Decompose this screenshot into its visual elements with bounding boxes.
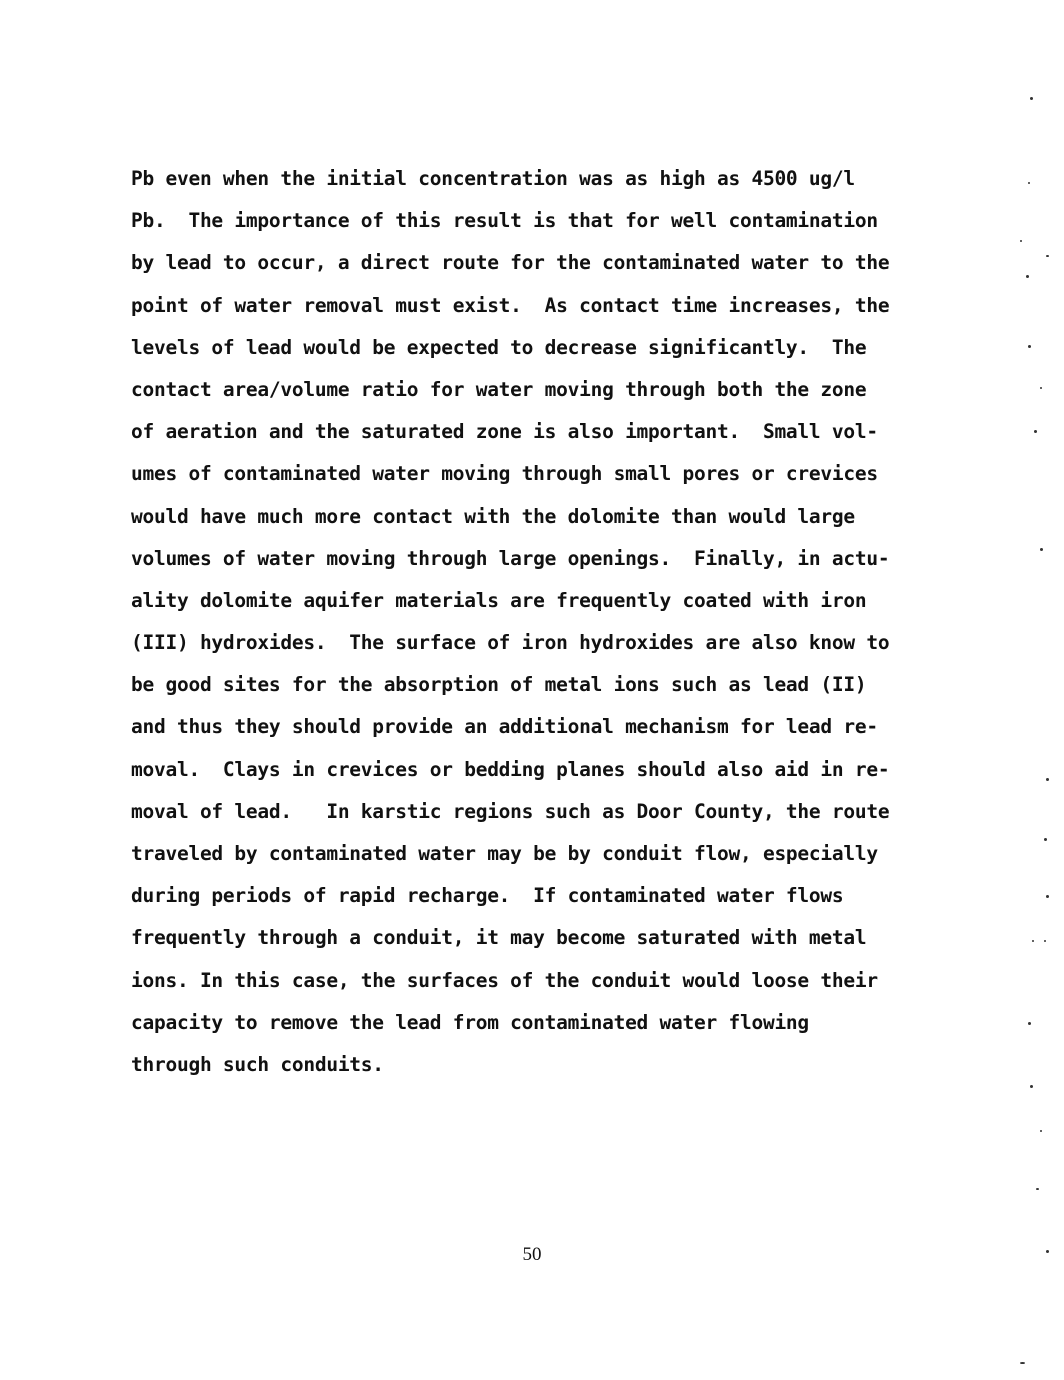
text-line: umes of contaminated water moving through small pores or crevices <box>131 462 878 486</box>
text-line: capacity to remove the lead from contaminated water flowing <box>131 1010 809 1034</box>
text-line: moval of lead. In karstic regions such as Door County, the route <box>131 799 890 823</box>
scan-speck <box>1046 895 1049 898</box>
scan-speck <box>1044 940 1046 942</box>
text-line: by lead to occur, a direct route for the contaminated water to the <box>131 251 890 275</box>
scan-speck <box>1040 548 1043 551</box>
scan-speck <box>1040 387 1042 389</box>
scan-speck <box>1030 1085 1033 1088</box>
scan-speck <box>1028 1022 1031 1025</box>
scan-speck <box>1028 345 1031 348</box>
text-line: of aeration and the saturated zone is also important. Small vol- <box>131 420 878 444</box>
text-line: ality dolomite aquifer materials are frequently coated with iron <box>131 588 867 612</box>
text-line: volumes of water moving through large openings. Finally, in actu- <box>131 546 890 570</box>
body-paragraph <box>131 158 991 1086</box>
scan-speck <box>1020 240 1022 242</box>
text-line: during periods of rapid recharge. If contaminated water flows <box>131 884 844 908</box>
text-line: Pb even when the initial concentration was as high as 4500 ug/l <box>131 167 855 190</box>
scan-speck <box>1046 255 1049 257</box>
scan-speck <box>1036 1188 1039 1190</box>
scan-speck <box>1030 97 1033 100</box>
text-line: ions. In this case, the surfaces of the conduit would loose their <box>131 968 878 992</box>
text-line: be good sites for the absorption of metal ions such as lead (II) <box>131 673 867 697</box>
text-line: levels of lead would be expected to decrease significantly. The <box>131 335 867 359</box>
page-number: 50 <box>522 1244 542 1265</box>
text-line: moval. Clays in crevices or bedding planes should also aid in re- <box>131 757 890 781</box>
text-line: through such conduits. <box>131 1052 384 1076</box>
scan-speck <box>1046 1250 1049 1253</box>
text-line: frequently through a conduit, it may become saturated with metal <box>131 926 867 950</box>
text-line: (III) hydroxides. The surface of iron hydroxides are also know to <box>131 631 890 655</box>
scan-speck <box>1020 1362 1025 1364</box>
text-line: would have much more contact with the dolomite than would large <box>131 504 855 528</box>
scan-speck <box>1034 430 1037 433</box>
text-line: Pb. The importance of this result is that for well contamination <box>131 209 878 233</box>
scan-speck <box>1032 940 1034 942</box>
scan-speck <box>1026 275 1029 278</box>
scan-speck <box>1028 182 1030 184</box>
text-line: point of water removal must exist. As contact time increases, the <box>131 293 890 317</box>
text-line: traveled by contaminated water may be by conduit flow, especially <box>131 842 878 865</box>
text-line: contact area/volume ratio for water moving through both the zone <box>131 377 867 401</box>
scan-speck <box>1040 1130 1042 1132</box>
scan-speck <box>1046 778 1049 781</box>
text-line: and thus they should provide an additional mechanism for lead re- <box>131 715 878 739</box>
scan-speck <box>1044 838 1047 841</box>
